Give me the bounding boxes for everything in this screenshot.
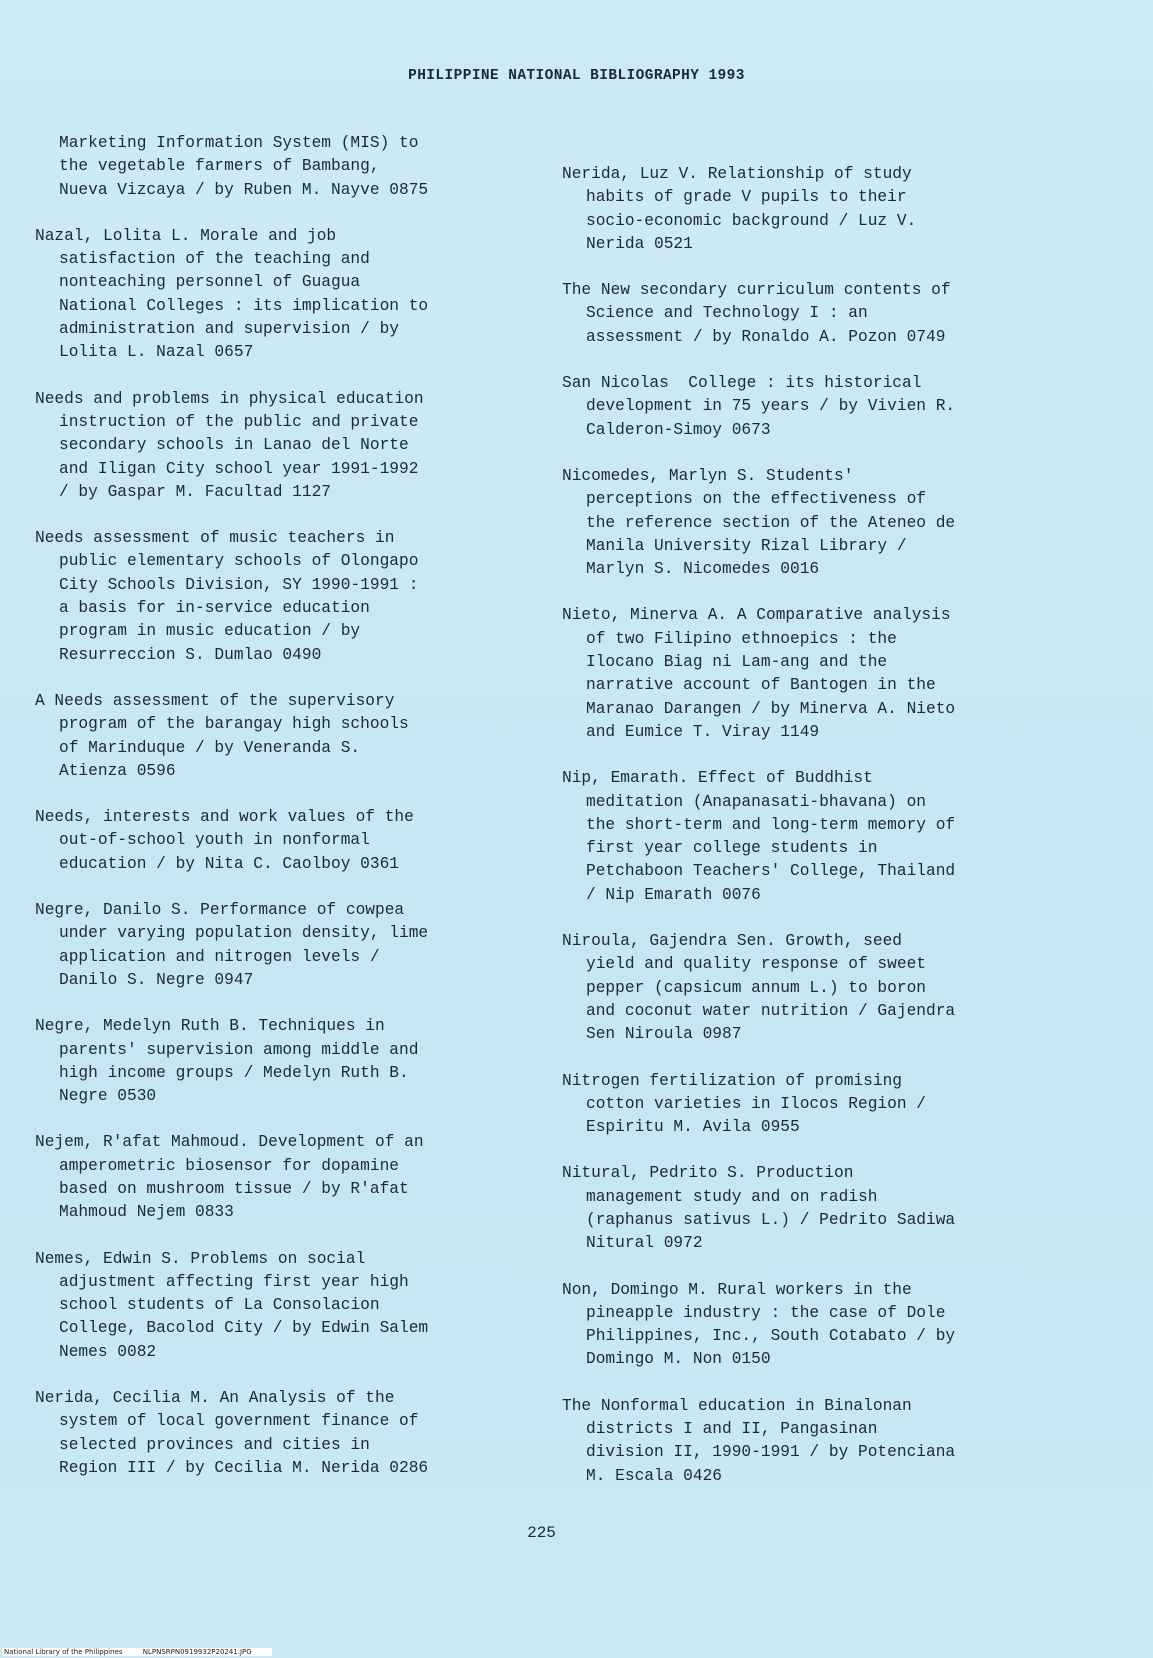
bibliography-entry: Nejem, R'afat Mahmoud. Development of an amperometric biosensor for dopamine based on mushroom tissue / by R'afat Mahmoud Nejem 0833 [35, 1133, 424, 1222]
bibliography-entry: Nerida, Luz V. Relationship of study habits of grade V pupils to their socio-economic background / Luz V. Nerida 0521 [562, 165, 917, 253]
bibliography-entry: Needs assessment of music teachers in public elementary schools of Olongapo City Schools Division, SY 1990-1991 : a basis for in-service education program in music education / by Resurreccion S. Dumlao 0490 [35, 529, 419, 664]
bibliography-entry: Nitrogen fertilization of promising cotton varieties in Ilocos Region / Espiritu M. Avila 0955 [562, 1071, 926, 1137]
footer-source: National Library of the Philippines [4, 1648, 123, 1656]
bibliography-entry: A Needs assessment of the supervisory program of the barangay high schools of Marinduque / by Veneranda S. Atienza 0596 [35, 691, 409, 780]
bibliography-entry: Nieto, Minerva A. A Comparative analysis of two Filipino ethnoepics : the Ilocano Biag ni Lam-ang and the narrative account of Bantogen in the Maranao Darangen / by Minerva A. Nieto and Eumice T. Viray 1149 [562, 606, 956, 741]
bibliography-entry: Negre, Danilo S. Performance of cowpea under varying population density, lime application and nitrogen levels / Danilo S. Negre 0947 [35, 901, 429, 989]
bibliography-entry: Niroula, Gajendra Sen. Growth, seed yield and quality response of sweet pepper (capsicum annum L.) to boron and coconut water nutrition / Gajendra Sen Niroula 0987 [562, 932, 956, 1044]
footer-file: NLPNSRPN0919932P20241.JPG [142, 1648, 252, 1656]
right-column [562, 163, 1052, 1511]
scan-footer [2, 1648, 272, 1656]
bibliography-entry: Nip, Emarath. Effect of Buddhist meditation (Anapanasati-bhavana) on the short-term and long-term memory of first year college students in Petchaboon Teachers' College, Thailand / Nip Emarath 0076 [562, 769, 956, 904]
bibliography-entry: The New secondary curriculum contents of Science and Technology I : an assessment / by Ronaldo A. Pozon 0749 [562, 281, 951, 346]
left-column [35, 132, 525, 1503]
bibliography-entry: Negre, Medelyn Ruth B. Techniques in parents' supervision among middle and high income groups / Medelyn Ruth B. Negre 0530 [35, 1017, 419, 1106]
bibliography-entry: Needs, interests and work values of the out-of-school youth in nonformal education / by Nita C. Caolboy 0361 [35, 808, 414, 873]
page-number: 225 [527, 1524, 556, 1542]
bibliography-entry: The Nonformal education in Binalonan districts I and II, Pangasinan division II, 1990-1991 / by Potenciana M. Escala 0426 [562, 1396, 956, 1485]
bibliography-entry: Nicomedes, Marlyn S. Students' perceptions on the effectiveness of the reference section of the Ateneo de Manila University Rizal Library / Marlyn S. Nicomedes 0016 [562, 466, 956, 579]
bibliography-entry: Nitural, Pedrito S. Production management study and on radish (raphanus sativus L.) / Pedrito Sadiwa Nitural 0972 [562, 1164, 956, 1253]
bibliography-entry: Marketing Information System (MIS) to the vegetable farmers of Bambang, Nueva Vizcaya / by Ruben M. Nayve 0875 [59, 134, 429, 199]
bibliography-entry: Nerida, Cecilia M. An Analysis of the system of local government finance of selected provinces and cities in Region III / by Cecilia M. Nerida 0286 [35, 1389, 429, 1477]
bibliography-entry: Nazal, Lolita L. Morale and job satisfaction of the teaching and nonteaching personnel of Guagua National Colleges : its implication to administration and supervision / by Lolita L. Nazal 0657 [35, 226, 429, 362]
bibliography-entry: Non, Domingo M. Rural workers in the pineapple industry : the case of Dole Philippines, Inc., South Cotabato / by Domingo M. Non 0150 [562, 1280, 956, 1369]
bibliography-entry: Nemes, Edwin S. Problems on social adjustment affecting first year high school students of La Consolacion College, Bacolod City / by Edwin Salem Nemes 0082 [35, 1249, 429, 1361]
page-header: PHILIPPINE NATIONAL BIBLIOGRAPHY 1993 [408, 68, 745, 84]
bibliography-entry: Needs and problems in physical education instruction of the public and private secondary schools in Lanao del Norte and Iligan City school year 1991-1992 / by Gaspar M. Facultad 1127 [35, 389, 424, 501]
bibliography-entry: San Nicolas College : its historical development in 75 years / by Vivien R. Calderon-Simoy 0673 [562, 374, 956, 439]
